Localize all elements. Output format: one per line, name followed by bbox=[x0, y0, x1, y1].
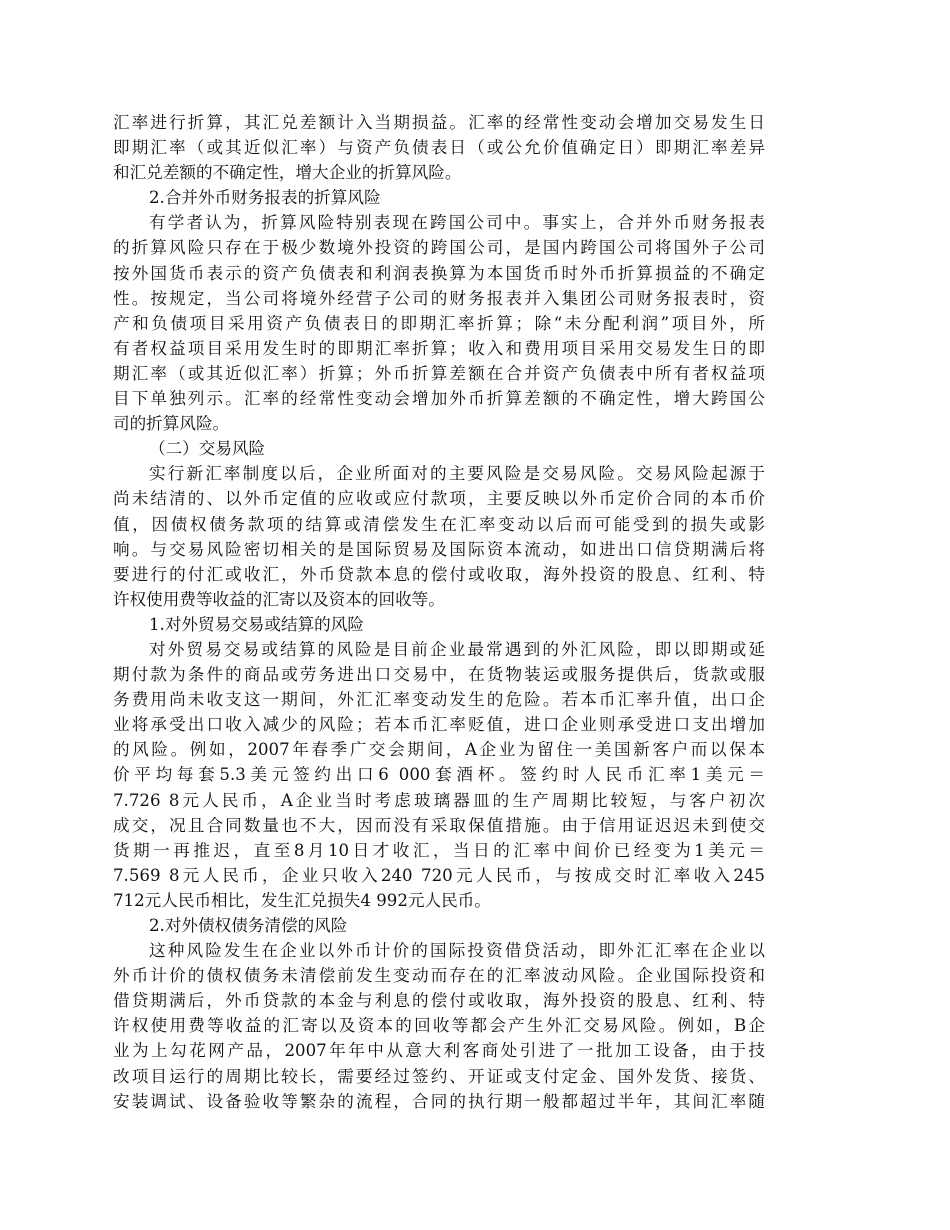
text-line: 性。按规定，当公司将境外经营子公司的财务报表并入集团公司财务报表时，资 bbox=[113, 288, 765, 308]
text-line: 业为上勾花网产品，2007年年中从意大利客商处引进了一批加工设备，由于技 bbox=[113, 1041, 765, 1061]
text-line: 产和负债项目采用资产负债表日的即期汇率折算；除“未分配利润”项目外，所 bbox=[113, 313, 765, 333]
text-line: 许权使用费等收益的汇寄以及资本的回收等都会产生外汇交易风险。例如，B企 bbox=[113, 1016, 765, 1036]
text-line: 价平均每套5.3美元签约出口6 000套酒杯。签约时人民币汇率1美元＝ bbox=[113, 765, 765, 785]
text-line: 7.726 8元人民币，A企业当时考虑玻璃器皿的生产周期比较短，与客户初次 bbox=[113, 790, 765, 810]
text-line: 司的折算风险。 bbox=[113, 414, 230, 434]
text-line: 要进行的付汇或收汇，外币贷款本息的偿付或收取，海外投资的股息、红利、特 bbox=[113, 564, 765, 584]
text-line: 1.对外贸易交易或结算的风险 bbox=[149, 614, 364, 634]
text-line: 即期汇率（或其近似汇率）与资产负债表日（或公允价值确定日）即期汇率差异 bbox=[113, 138, 765, 158]
text-line: 和汇兑差额的不确定性，增大企业的折算风险。 bbox=[113, 163, 462, 183]
text-line: 7.569 8元人民币，企业只收入240 720元人民币，与按成交时汇率收入245 bbox=[113, 865, 765, 885]
text-line: 对外贸易交易或结算的风险是目前企业最常遇到的外汇风险，即以即期或延 bbox=[149, 639, 765, 659]
text-line: 这种风险发生在企业以外币计价的国际投资借贷活动，即外汇汇率在企业以 bbox=[149, 941, 765, 961]
text-line: 目下单独列示。汇率的经常性变动会增加外币折算差额的不确定性，增大跨国公 bbox=[113, 389, 765, 409]
text-line: （二）交易风险 bbox=[149, 439, 266, 459]
text-line: 许权使用费等收益的汇寄以及资本的回收等。 bbox=[113, 589, 445, 609]
text-line: 响。与交易风险密切相关的是国际贸易及国际资本流动，如进出口信贷期满后将 bbox=[113, 539, 765, 559]
text-line: 期付款为条件的商品或劳务进出口交易中，在货物装运或服务提供后，货款或服 bbox=[113, 665, 765, 685]
text-line: 712元人民币相比，发生汇兑损失4 992元人民币。 bbox=[113, 890, 491, 910]
text-line: 按外国货币表示的资产负债表和利润表换算为本国货币时外币折算损益的不确定 bbox=[113, 263, 765, 283]
text-line: 借贷期满后，外币贷款的本金与利息的偿付或收取，海外投资的股息、红利、特 bbox=[113, 991, 765, 1011]
text-line: 期汇率（或其近似汇率）折算；外币折算差额在合并资产负债表中所有者权益项 bbox=[113, 363, 765, 383]
text-line: 安装调试、设备验收等繁杂的流程，合同的执行期一般都超过半年，其间汇率随 bbox=[113, 1091, 765, 1111]
text-line: 货期一再推迟，直至8月10日才收汇，当日的汇率中间价已经变为1美元＝ bbox=[113, 840, 765, 860]
text-line: 2.合并外币财务报表的折算风险 bbox=[149, 188, 381, 208]
text-line: 有学者认为，折算风险特别表现在跨国公司中。事实上，合并外币财务报表 bbox=[149, 213, 765, 233]
text-line: 尚未结清的、以外币定值的应收或应付款项，主要反映以外币定价合同的本币价 bbox=[113, 489, 765, 509]
text-line: 业将承受出口收入减少的风险；若本币汇率贬值，进口企业则承受进口支出增加 bbox=[113, 715, 765, 735]
text-line: 的风险。例如，2007年春季广交会期间，A企业为留住一美国新客户而以保本 bbox=[113, 740, 765, 760]
text-line: 改项目运行的周期比较长，需要经过签约、开证或支付定金、国外发货、接货、 bbox=[113, 1066, 765, 1086]
text-line: 实行新汇率制度以后，企业所面对的主要风险是交易风险。交易风险起源于 bbox=[149, 464, 765, 484]
text-line: 汇率进行折算，其汇兑差额计入当期损益。汇率的经常性变动会增加交易发生日 bbox=[113, 113, 765, 132]
text-line: 值，因债权债务款项的结算或清偿发生在汇率变动以后而可能受到的损失或影 bbox=[113, 514, 765, 534]
text-line: 务费用尚未收支这一期间，外汇汇率变动发生的危险。若本币汇率升值，出口企 bbox=[113, 690, 765, 710]
text-line: 外币计价的债权债务未清偿前发生变动而存在的汇率波动风险。企业国际投资和 bbox=[113, 966, 765, 986]
text-line: 的折算风险只存在于极少数境外投资的跨国公司，是国内跨国公司将国外子公司 bbox=[113, 238, 765, 258]
document-body bbox=[113, 110, 765, 1114]
text-line: 2.对外债权债务清偿的风险 bbox=[149, 916, 348, 935]
text-line: 成交，况且合同数量也不大，因而没有采取保值措施。由于信用证迟迟未到使交 bbox=[113, 815, 765, 835]
text-line: 有者权益项目采用发生时的即期汇率折算；收入和费用项目采用交易发生日的即 bbox=[113, 338, 765, 358]
